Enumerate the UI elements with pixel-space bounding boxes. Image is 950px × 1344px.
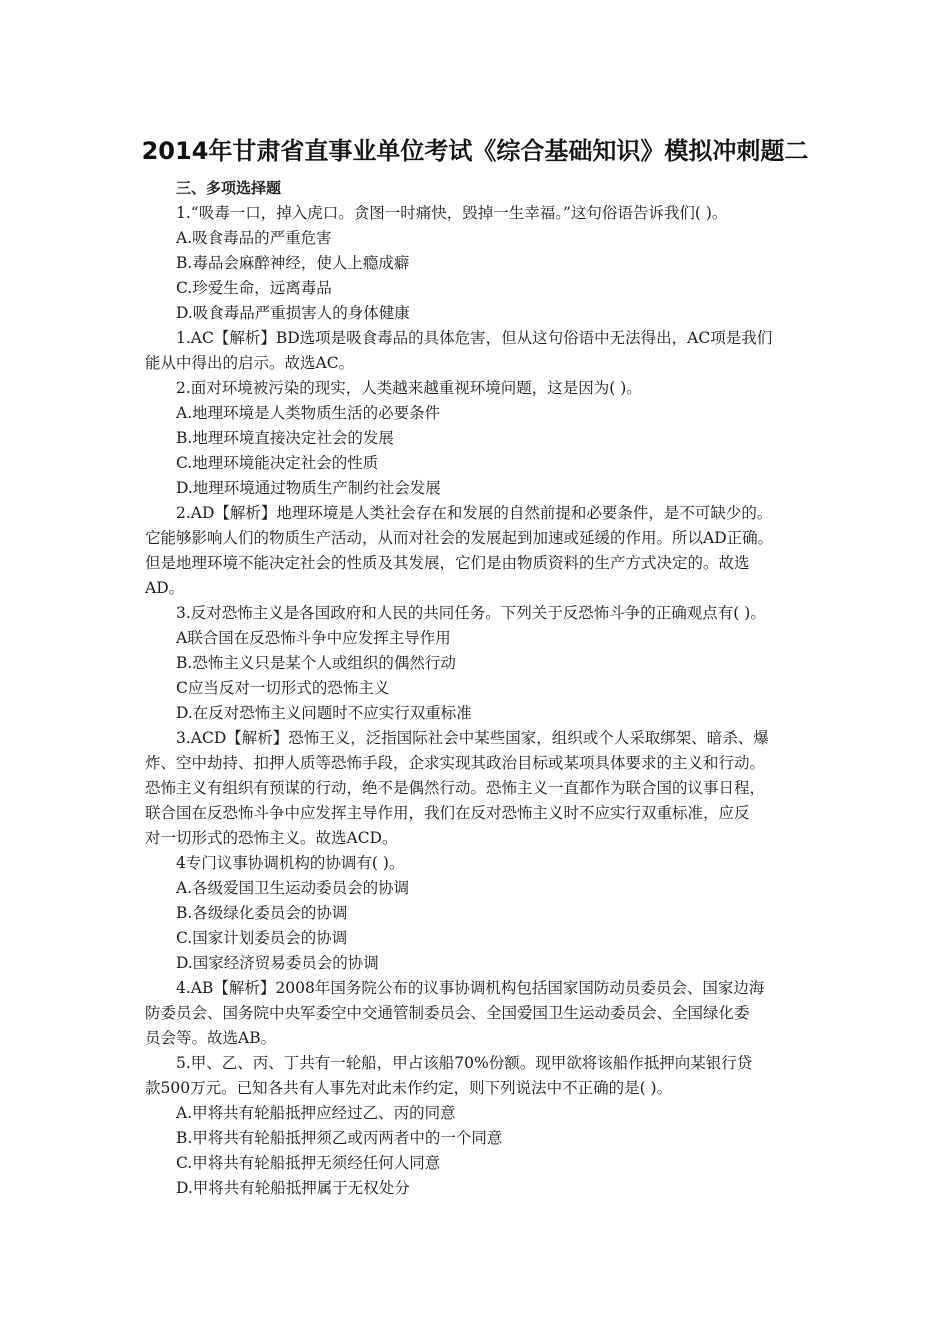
option-d: D.吸食毒品严重损害人的身体健康	[176, 304, 410, 322]
question-5	[145, 1051, 813, 1201]
answer-explanation: 3.ACD【解析】恐怖王义，泛指国际社会中某些国家，组织或个人采取绑架、暗杀、爆	[176, 729, 769, 747]
document-body	[145, 176, 813, 1201]
answer-explanation: 4.AB【解析】2008年国务院公布的议事协调机构包括国家国防动员委员会、国家边海	[176, 979, 765, 997]
question-stem: 5.甲、乙、丙、丁共有一轮船，甲占该船70%份额。现甲欲将该船作抵押向某银行贷	[176, 1054, 753, 1072]
option-b: B.地理环境直接决定社会的发展	[176, 429, 394, 447]
option-d: D.在反对恐怖主义问题时不应实行双重标准	[176, 704, 472, 722]
answer-explanation-cont: 联合国在反恐怖斗争中应发挥主导作用，我们在反对恐怖主义时不应实行双重标准，应反	[145, 804, 750, 822]
answer-explanation-cont: 恐怖主义有组织有预谋的行动，绝不是偶然行动。恐怖主义一直都作为联合国的议事日程，	[145, 779, 766, 797]
option-a: A.吸食毒品的严重危害	[176, 229, 332, 247]
question-2	[145, 376, 813, 601]
answer-explanation-cont: 员会等。故选AB。	[145, 1029, 277, 1047]
question-stem: 4专门议事协调机构的协调有( )。	[176, 854, 405, 872]
answer-explanation-cont: 防委员会、国务院中央军委空中交通管制委员会、全国爱国卫生运动委员会、全国绿化委	[145, 1004, 750, 1022]
answer-explanation: 1.AC【解析】BD选项是吸食毒品的具体危害，但从这句俗语中无法得出，AC项是我们	[176, 329, 773, 347]
question-1	[145, 201, 813, 376]
option-c: C.甲将共有轮船抵押无须经任何人同意	[176, 1154, 441, 1172]
question-stem: 1.“吸毒一口，掉入虎口。贪图一时痛快，毁掉一生幸福。”这句俗语告诉我们( )。	[176, 204, 728, 222]
answer-explanation-cont: 炸、空中劫持、扣押人质等恐怖手段，企求实现其政治目标或某项具体要求的主义和行动。	[145, 754, 766, 772]
option-a: A.地理环境是人类物质生活的必要条件	[176, 404, 441, 422]
answer-explanation-cont: 对一切形式的恐怖主义。故选ACD。	[145, 829, 398, 847]
question-stem: 2.面对环境被污染的现实，人类越来越重视环境问题，这是因为( )。	[176, 379, 642, 397]
answer-explanation-cont: AD。	[145, 579, 185, 597]
question-stem-cont: 款500万元。已知各共有人事先对此未作约定，则下列说法中不正确的是( )。	[145, 1079, 673, 1097]
answer-explanation-cont: 它能够影响人们的物质生产活动，从而对社会的发展起到加速或延缓的作用。所以AD正确。	[145, 529, 774, 547]
option-c: C.地理环境能决定社会的性质	[176, 454, 379, 472]
option-c: C.珍爱生命，远离毒品	[176, 279, 332, 297]
answer-explanation: 2.AD【解析】地理环境是人类社会存在和发展的自然前提和必要条件，是不可缺少的。	[176, 504, 773, 522]
option-a: A.甲将共有轮船抵押应经过乙、丙的同意	[176, 1104, 456, 1122]
answer-explanation-cont: 但是地理环境不能决定社会的性质及其发展，它们是由物质资料的生产方式决定的。故选	[145, 554, 750, 572]
option-a: A.各级爱国卫生运动委员会的协调	[176, 879, 410, 897]
option-a: A联合国在反恐怖斗争中应发挥主导作用	[176, 629, 451, 647]
option-b: B.甲将共有轮船抵押须乙或丙两者中的一个同意	[176, 1129, 503, 1147]
section-title: 三、多项选择题	[176, 179, 282, 197]
document-title: 2014年甘肃省直事业单位考试《综合基础知识》模拟冲刺题二	[141, 137, 809, 165]
option-c: C应当反对一切形式的恐怖主义	[176, 679, 390, 697]
option-d: D.甲将共有轮船抵押属于无权处分	[176, 1179, 410, 1197]
option-d: D.国家经济贸易委员会的协调	[176, 954, 379, 972]
option-c: C.国家计划委员会的协调	[176, 929, 348, 947]
option-b: B.各级绿化委员会的协调	[176, 904, 348, 922]
question-stem: 3.反对恐怖主义是各国政府和人民的共同任务。下列关于反恐怖斗争的正确观点有( )。	[176, 604, 766, 622]
option-d: D.地理环境通过物质生产制约社会发展	[176, 479, 441, 497]
option-b: B.恐怖主义只是某个人或组织的偶然行动	[176, 654, 456, 672]
question-4	[145, 851, 813, 1051]
question-3	[145, 601, 813, 851]
answer-explanation-cont: 能从中得出的启示。故选AC。	[145, 354, 355, 372]
option-b: B.毒品会麻醉神经，使人上瘾成癖	[176, 254, 410, 272]
